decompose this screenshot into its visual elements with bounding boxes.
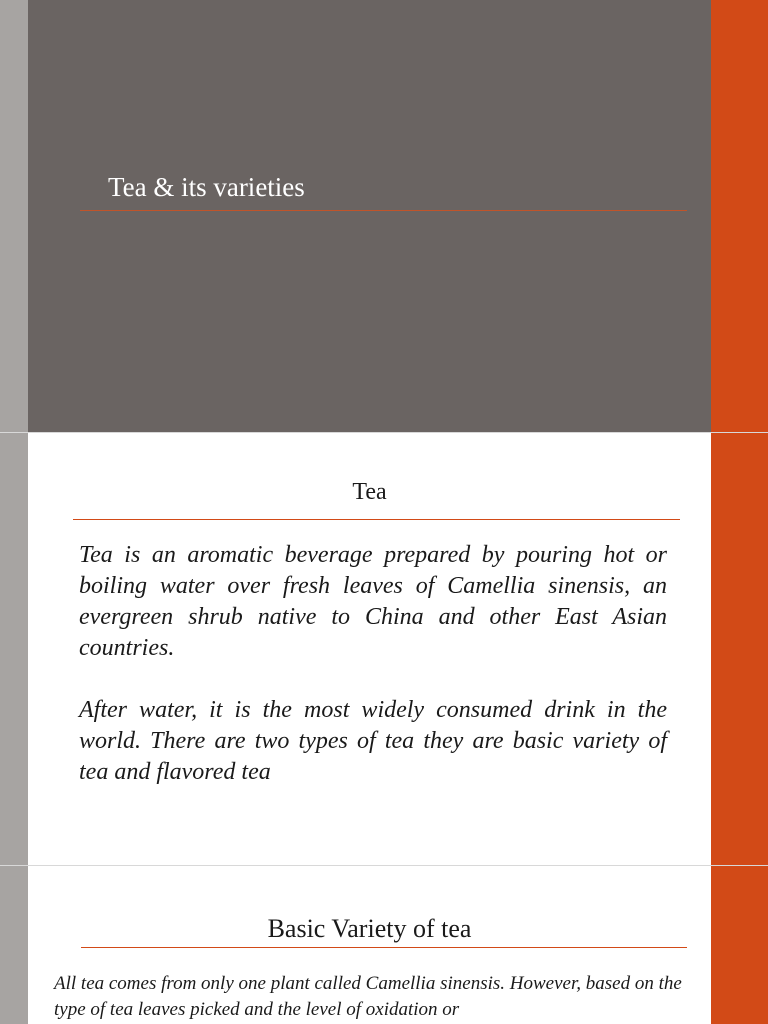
title-underline	[80, 210, 687, 211]
left-accent-bar	[0, 0, 28, 432]
left-accent-bar	[0, 433, 28, 865]
slide-heading: Tea	[352, 479, 387, 505]
slide-body	[79, 540, 667, 788]
slide-body: All tea comes from only one plant called Camellia sinensis. However, based on the type of tea leaves picked and the level of oxidation or	[54, 973, 682, 1020]
title-slide	[0, 0, 768, 432]
tea-slide	[0, 433, 768, 865]
paragraph: Tea is an aromatic beverage prepared by pouring hot or boiling water over fresh leaves of Camellia sinensis, an evergreen shrub native to China and other East Asian countries.	[79, 542, 667, 661]
left-accent-bar	[0, 866, 28, 1024]
right-accent-bar	[711, 866, 768, 1024]
paragraph: After water, it is the most widely consumed drink in the world. There are two types of tea they are basic variety of tea and flavored tea	[79, 697, 667, 785]
right-accent-bar	[711, 433, 768, 865]
heading-underline	[81, 947, 687, 948]
slide-heading: Basic Variety of tea	[267, 914, 472, 943]
slide-title: Tea & its varieties	[108, 172, 305, 202]
basic-variety-slide	[0, 866, 768, 1024]
right-accent-bar	[711, 0, 768, 432]
heading-underline	[73, 519, 680, 520]
